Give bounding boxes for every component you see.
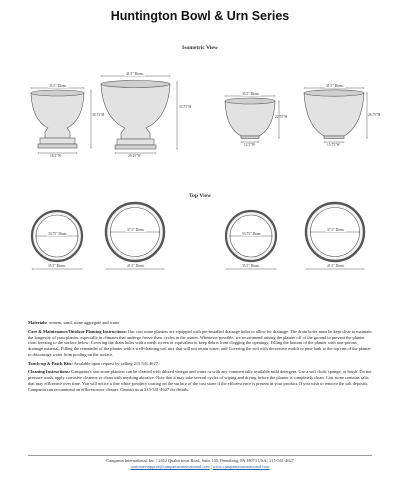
info-section [28,320,372,395]
footer-email-link[interactable]: customersupport@campaniainternational.com [130,464,210,469]
top-circle-1-inner-label: 33.75" Diam. [48,232,68,236]
materials-label: Materials: [28,320,48,325]
urn-small-diameter-label: 35.5" Diam. [49,84,67,88]
isometric-view-heading: Isometric View [182,45,218,51]
top-circle-1-outer-label: 35.5" Diam. [48,264,66,268]
top-circle-2-inner-label: 37.5" Diam. [127,228,145,232]
urn-small-base-label: 18.5"W [50,154,62,158]
materials-paragraph [28,320,372,326]
bowl-large-diameter-label: 41.5" Diam. [326,84,344,88]
urn-large-base-label: 20.25"W [128,154,141,158]
touchup-label: Touch-up & Patch Kits: [28,360,73,366]
bowl-small-drawing [225,98,275,139]
footer-separator: | [209,464,213,469]
urn-small-drawing [31,90,84,148]
top-circle-4-inner-label: 37.5" Diam. [327,228,345,232]
urn-large-height-label: 33.75"H [179,105,192,109]
top-circle-4-outer-label: 41.5" Diam. [327,264,345,268]
urn-large-drawing [101,81,170,150]
bowl-small-base-label: 12.5"W [244,143,256,147]
top-circle-3-outer-label: 35.5" Diam. [242,264,260,268]
top-circle-2-outer-label: 41.5" Diam. [127,264,145,268]
top-view-heading: Top View [188,193,212,199]
bowl-large-drawing [304,90,364,139]
footer-website-link[interactable]: www.campaniainternational.com [212,464,270,469]
materials-text: cement, sand, stone aggregate and water [47,320,120,325]
urn-large-diameter-label: 41.5" Diam. [126,72,144,76]
urn-small-height-label: 30.75"H [92,113,105,117]
care-paragraph [28,329,372,358]
footer-address: Campania International, Inc. | 2452 Quakertown Road, Suite 100, Pennsburg, PA 18073 USA | 215-541-4627 [106,458,294,463]
cleaning-paragraph [28,369,372,392]
care-text: Our cast stone planters are equipped with pre-installed drainage holes to allow for drainage. The drain holes must be kept clear to maintain the longevity of your planter, especially in climates that undergo freeze thaw cycles in the winter. Whenever possible, we recommend raising the planter off of the ground to prevent the planter from freezing to the surface below; Covering the drain holes with a mesh screen or equivalent to keep debris from clogging the openings; Filling the bottom of the planter with non-porous drainage material; Filling the remainder of the planter with a well-draining soil mix that will not retain water; and Covering the soil with decorative mulch or pine bark to the top rim of the planter to discourage water from pooling on the surface. [28,328,372,357]
bowl-small-diameter-label: 35.5" Diam. [242,92,260,96]
cleaning-text: Campania's cast stone planters can be cleaned with diluted vinegar and water or with any commercially available mild detergent. Use a soft cloth, sponge, or brush. Do not pressure wash, apply corrosive cleaners or clean with anything abrasive. Note that it may take several cycles of wiping and drying before the planter is completely clean. Cast stone contains salts that may efflorence over time. You will notice a fine white powdery coating on the surface of the cast stone if the efflorescence is present in your product. If you wish to remove the salt deposits, Campania can recommend an efflorescence cleaner. Contact us at 215-541-4627 for details. [28,369,372,392]
cleaning-label: Cleaning Instructions: [28,369,71,375]
top-circle-3-inner-label: 33.75" Diam. [242,232,262,236]
touchup-paragraph [28,361,372,367]
touchup-text: Available upon request by calling 215.541.4627. [72,360,159,366]
care-label: Care & Maintenance/Outdoor Planting Instructions: [28,328,127,334]
bowl-large-height-label: 26.75"H [368,113,381,117]
page-title: Huntington Bowl & Urn Series [110,9,290,23]
bowl-large-base-label: 15.75"W [327,143,340,147]
footer-divider [28,455,372,456]
footer-contact [0,464,400,469]
bowl-small-height-label: 22.75"H [275,115,288,119]
